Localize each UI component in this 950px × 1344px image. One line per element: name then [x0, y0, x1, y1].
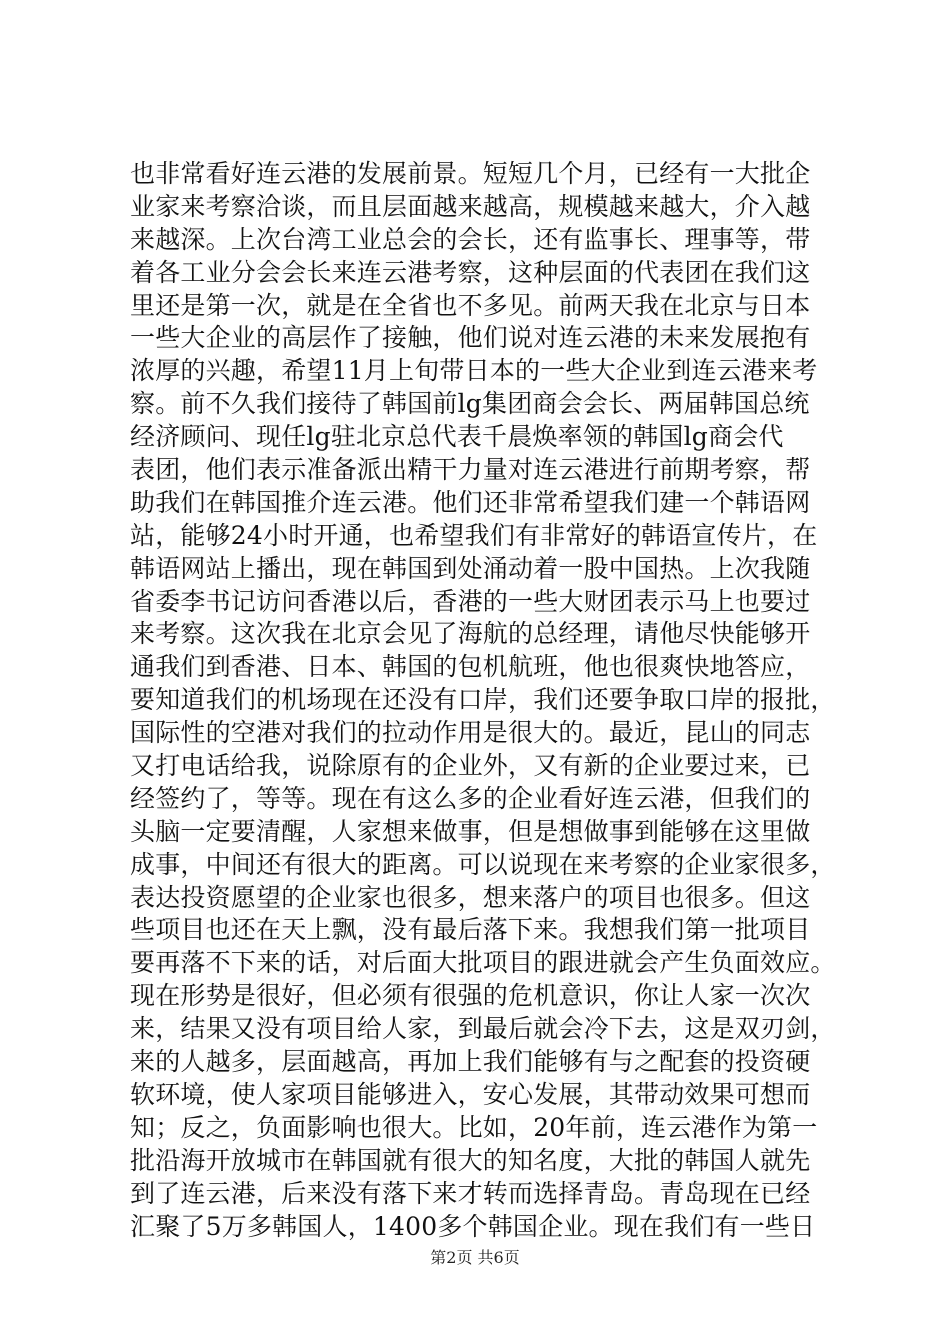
text-line: 头脑一定要清醒，人家想来做事，但是想做事到能够在这里做	[130, 816, 811, 846]
text-line: 站，能够24小时开通，也希望我们有非常好的韩语宣传片，在	[130, 520, 818, 550]
text-line: 批沿海开放城市在韩国就有很大的知名度，大批的韩国人就先	[130, 1145, 811, 1175]
text-line: 来考察。这次我在北京会见了海航的总经理，请他尽快能够开	[130, 619, 811, 649]
text-line: 表团，他们表示准备派出精干力量对连云港进行前期考察，帮	[130, 455, 811, 485]
body-text	[130, 158, 850, 1243]
text-line: 助我们在韩国推介连云港。他们还非常希望我们建一个韩语网	[130, 487, 811, 517]
text-line: 业家来考察洽谈，而且层面越来越高，规模越来越大，介入越	[130, 191, 811, 221]
text-line: 韩语网站上播出，现在韩国到处涌动着一股中国热。上次我随	[130, 553, 811, 583]
text-line: 国际性的空港对我们的拉动作用是很大的。最近，昆山的同志	[130, 718, 811, 748]
text-line: 来的人越多，层面越高，再加上我们能够有与之配套的投资硬	[130, 1047, 811, 1077]
text-line: 里还是第一次，就是在全省也不多见。前两天我在北京与日本	[130, 290, 811, 320]
text-line: 来越深。上次台湾工业总会的会长，还有监事长、理事等，带	[130, 224, 811, 254]
page-footer: 第2页 共6页	[430, 1248, 520, 1267]
text-line: 知；反之，负面影响也很大。比如，20年前，连云港作为第一	[130, 1112, 818, 1142]
text-line: 些项目也还在天上飘，没有最后落下来。我想我们第一批项目	[130, 915, 811, 945]
text-line: 经签约了，等等。现在有这么多的企业看好连云港，但我们的	[130, 783, 811, 813]
text-line: 察。前不久我们接待了韩国前lg集团商会会长、两届韩国总统	[130, 389, 810, 419]
text-line: 成事，中间还有很大的距离。可以说现在来考察的企业家很多，	[130, 849, 836, 879]
text-line: 要知道我们的机场现在还没有口岸，我们还要争取口岸的报批，	[130, 685, 836, 715]
text-line: 着各工业分会会长来连云港考察，这种层面的代表团在我们这	[130, 257, 811, 287]
text-line: 一些大企业的高层作了接触，他们说对连云港的未来发展抱有	[130, 323, 811, 353]
text-line: 现在形势是很好，但必须有很强的危机意识，你让人家一次次	[130, 981, 811, 1011]
text-line: 软环境，使人家项目能够进入，安心发展，其带动效果可想而	[130, 1079, 811, 1109]
text-line: 浓厚的兴趣，希望11月上旬带日本的一些大企业到连云港来考	[130, 356, 818, 386]
text-line: 来，结果又没有项目给人家，到最后就会冷下去，这是双刃剑，	[130, 1014, 836, 1044]
text-line: 要再落不下来的话，对后面大批项目的跟进就会产生负面效应。	[130, 948, 836, 978]
text-line: 表达投资愿望的企业家也很多，想来落户的项目也很多。但这	[130, 882, 811, 912]
text-line: 经济顾问、现任lg驻北京总代表千晨焕率领的韩国lg商会代	[130, 422, 784, 452]
text-line: 也非常看好连云港的发展前景。短短几个月，已经有一大批企	[130, 159, 811, 188]
text-line: 省委李书记访问香港以后，香港的一些大财团表示马上也要过	[130, 586, 811, 616]
text-line: 汇聚了5万多韩国人，1400多个韩国企业。现在我们有一些日	[130, 1211, 816, 1241]
text-line: 又打电话给我，说除原有的企业外，又有新的企业要过来，已	[130, 751, 811, 781]
text-line: 到了连云港，后来没有落下来才转而选择青岛。青岛现在已经	[130, 1178, 811, 1208]
text-line: 通我们到香港、日本、韩国的包机航班，他也很爽快地答应，	[130, 652, 811, 682]
